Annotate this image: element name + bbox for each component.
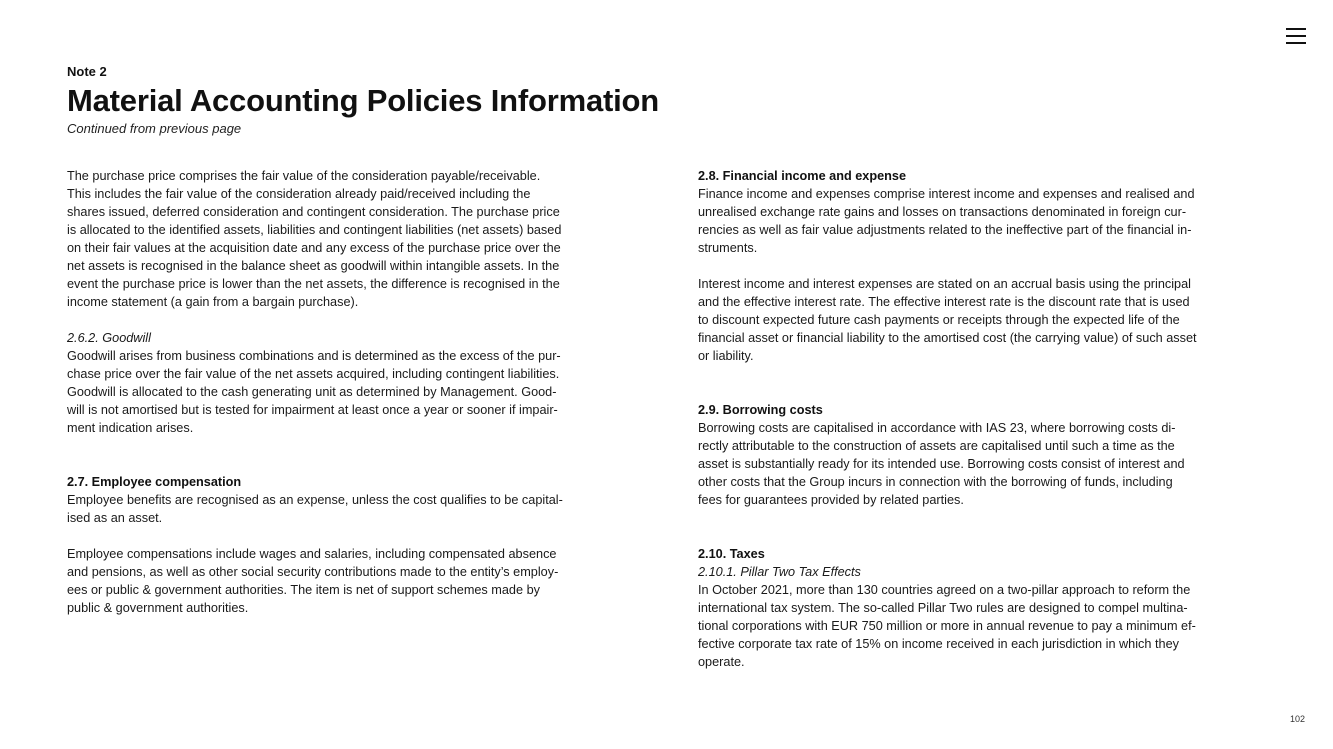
note-label: Note 2 xyxy=(67,64,107,79)
goodwill-paragraph xyxy=(67,347,634,437)
text-line: and the effective interest rate. The effective interest rate is the discount rate that is used xyxy=(698,295,1190,309)
right-column xyxy=(698,167,1267,671)
text-line: Finance income and expenses comprise interest income and expenses and realised and xyxy=(698,187,1195,201)
text-line: fective corporate tax rate of 15% on income received in each jurisdiction in which they xyxy=(698,637,1179,651)
menu-bar xyxy=(1286,28,1306,30)
employee-compensation-heading: 2.7. Employee compensation xyxy=(67,475,242,489)
interest-income-paragraph xyxy=(698,275,1267,365)
text-line: net assets is recognised in the balance sheet as goodwill within intangible assets. In the xyxy=(67,259,560,273)
text-line: asset is substantially ready for its intended use. Borrowing costs consist of interest and xyxy=(698,457,1185,471)
borrowing-costs-paragraph xyxy=(698,419,1267,509)
text-line: Goodwill is allocated to the cash generating unit as determined by Management. Good- xyxy=(67,385,557,399)
text-line: on their fair values at the acquisition date and any excess of the purchase price over the xyxy=(67,241,561,255)
pillar-two-paragraph xyxy=(698,581,1267,671)
text-line: Employee compensations include wages and salaries, including compensated absence xyxy=(67,547,557,561)
text-line: rectly attributable to the construction of assets are capitalised until such a time as the xyxy=(698,439,1175,453)
hamburger-menu-icon[interactable] xyxy=(1286,27,1306,45)
page-header xyxy=(67,64,767,137)
text-line: ees or public & government authorities. The item is net of support schemes made by xyxy=(67,583,540,597)
text-line: The purchase price comprises the fair value of the consideration payable/receivable. xyxy=(67,169,541,183)
page-number: 102 xyxy=(1290,714,1306,724)
page-subtitle: Continued from previous page xyxy=(67,121,242,136)
text-line: Interest income and interest expenses are stated on an accrual basis using the principal xyxy=(698,277,1191,291)
text-line: struments. xyxy=(698,241,758,255)
menu-bar xyxy=(1286,35,1306,37)
text-line: event the purchase price is lower than the net assets, the difference is recognised in the xyxy=(67,277,560,291)
text-line: will is not amortised but is tested for impairment at least once a year or sooner if impair- xyxy=(67,403,558,417)
text-line: other costs that the Group incurs in connection with the borrowing of funds, including xyxy=(698,475,1173,489)
text-line: rencies as well as fair value adjustments related to the ineffective part of the financial in- xyxy=(698,223,1192,237)
text-line: tional corporations with EUR 750 million or more in annual revenue to pay a minimum ef- xyxy=(698,619,1196,633)
text-line: unrealised exchange rate gains and losses on transactions denominated in foreign cur- xyxy=(698,205,1187,219)
financial-income-heading: 2.8. Financial income and expense xyxy=(698,169,907,183)
left-column xyxy=(67,167,634,617)
text-line: In October 2021, more than 130 countries agreed on a two-pillar approach to reform the xyxy=(698,583,1191,597)
employee-compensations-paragraph xyxy=(67,545,634,617)
text-line: shares issued, deferred consideration and contingent consideration. The purchase price xyxy=(67,205,560,219)
menu-bar xyxy=(1286,42,1306,44)
text-line: financial asset or financial liability to the amortised cost (the carrying value) of such asset xyxy=(698,331,1197,345)
purchase-price-paragraph xyxy=(67,167,634,311)
text-line: to discount expected future cash payments or receipts through the expected life of the xyxy=(698,313,1180,327)
employee-benefits-paragraph xyxy=(67,491,634,527)
text-line: Borrowing costs are capitalised in accordance with IAS 23, where borrowing costs di- xyxy=(698,421,1176,435)
text-line: and pensions, as well as other social security contributions made to the entity’s employ- xyxy=(67,565,559,579)
borrowing-costs-heading: 2.9. Borrowing costs xyxy=(698,403,823,417)
text-line: This includes the fair value of the consideration already paid/received including the xyxy=(67,187,531,201)
text-line: income statement (a gain from a bargain purchase). xyxy=(67,295,359,309)
page-title: Material Accounting Policies Information xyxy=(67,83,659,118)
text-line: is allocated to the identified assets, liabilities and contingent liabilities (net assets) based xyxy=(67,223,562,237)
pillar-two-heading: 2.10.1. Pillar Two Tax Effects xyxy=(698,565,861,579)
taxes-heading: 2.10. Taxes xyxy=(698,547,765,561)
text-line: public & government authorities. xyxy=(67,601,249,615)
text-line: Goodwill arises from business combinations and is determined as the excess of the pur- xyxy=(67,349,561,363)
goodwill-heading: 2.6.2. Goodwill xyxy=(67,331,151,345)
text-line: Employee benefits are recognised as an expense, unless the cost qualifies to be capital- xyxy=(67,493,563,507)
text-line: international tax system. The so-called Pillar Two rules are designed to compel multina- xyxy=(698,601,1188,615)
finance-income-paragraph xyxy=(698,185,1267,257)
text-line: chase price over the fair value of the net assets acquired, including contingent liabilities. xyxy=(67,367,560,381)
text-line: ised as an asset. xyxy=(67,511,163,525)
text-line: fees for guarantees provided by related parties. xyxy=(698,493,964,507)
text-line: operate. xyxy=(698,655,745,669)
text-line: or liability. xyxy=(698,349,754,363)
text-line: ment indication arises. xyxy=(67,421,194,435)
